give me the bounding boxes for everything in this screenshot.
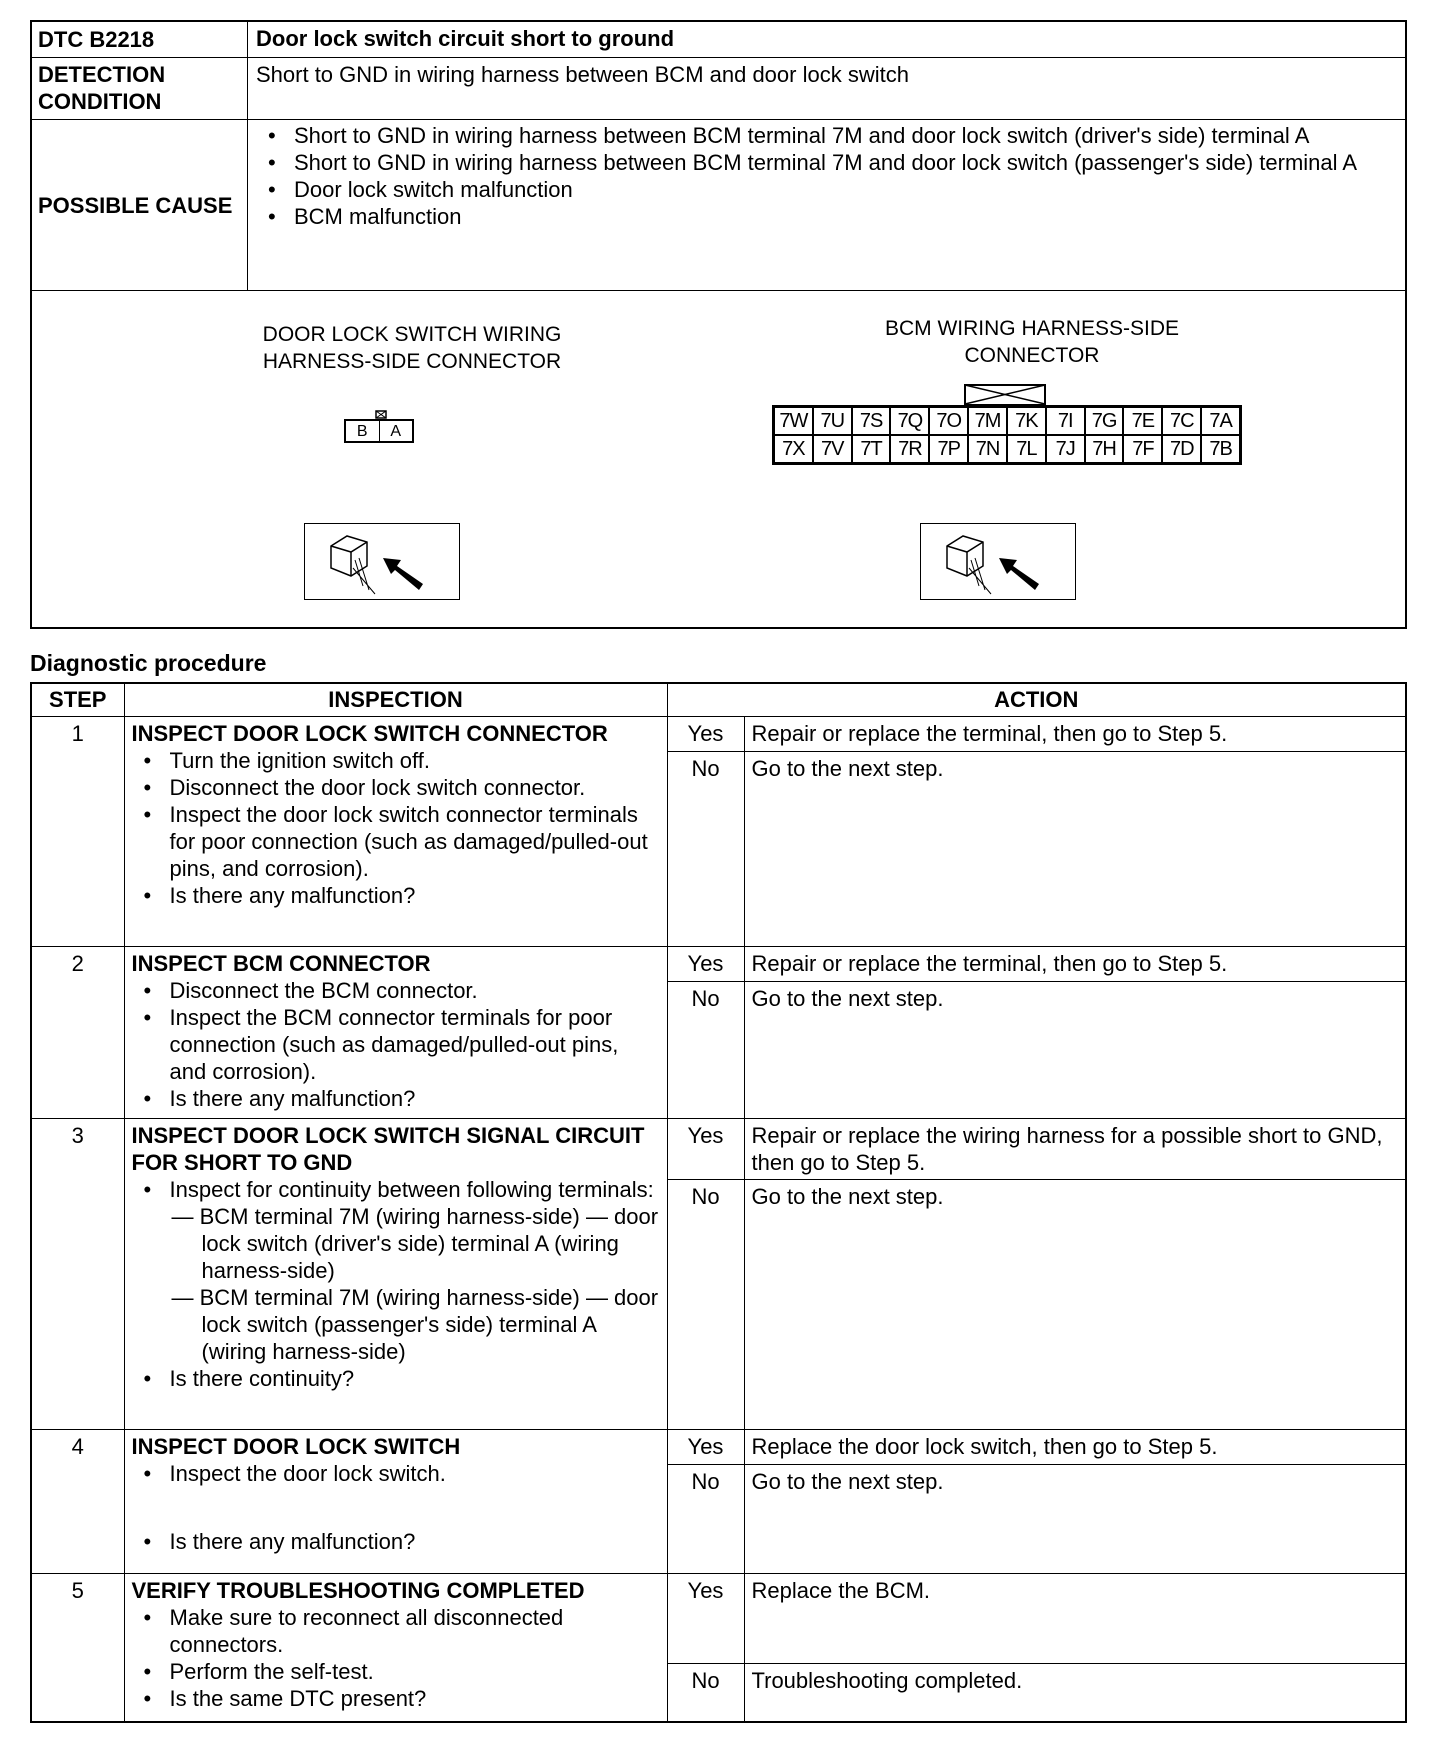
inspection-bullet — [132, 882, 660, 909]
dtc-row — [32, 22, 1405, 58]
bcm-inspection-illustration — [920, 523, 1076, 600]
step-number: 5 — [31, 1574, 124, 1722]
inspection-cell — [124, 1574, 667, 1722]
bcm-terminal: 7J — [1046, 435, 1085, 463]
no-action: Go to the next step. — [744, 1180, 1406, 1430]
step-number: 4 — [31, 1430, 124, 1574]
inspection-title: INSPECT DOOR LOCK SWITCH SIGNAL CIRCUIT FOR SHORT TO GND — [131, 1123, 645, 1175]
table-row — [31, 947, 1406, 982]
dtc-info-table — [30, 20, 1407, 629]
cause-item: • Door lock switch malfunction — [256, 176, 1397, 203]
inspection-text: Perform the self-test. — [169, 1659, 374, 1684]
bullet-icon: • — [143, 1686, 152, 1711]
bullet-icon: • — [143, 1529, 152, 1554]
bcm-terminal: 7I — [1046, 407, 1085, 435]
bullet-icon: • — [143, 1086, 152, 1111]
step-number: 2 — [31, 947, 124, 1119]
connector-diagram — [32, 291, 1405, 627]
bcm-terminal: 7Q — [890, 407, 929, 435]
inspection-bullet — [132, 801, 660, 882]
bcm-terminal: 7A — [1201, 407, 1240, 435]
no-label: No — [667, 752, 744, 947]
table-row — [31, 717, 1406, 752]
table-row — [31, 1119, 1406, 1180]
connector-probe-icon — [305, 524, 458, 598]
inspection-cell — [124, 947, 667, 1119]
cause-item: • Short to GND in wiring harness between BCM terminal 7M and door lock switch (driver's side) terminal A — [256, 122, 1397, 149]
bcm-terminal: 7C — [1162, 407, 1201, 435]
inspection-bullet — [132, 1085, 660, 1112]
detection-label: DETECTION CONDITION — [32, 58, 248, 119]
bullet-icon: • — [143, 1605, 152, 1630]
bcm-terminal: 7H — [1085, 435, 1124, 463]
terminal-b: B — [346, 421, 380, 441]
inspection-text: Inspect the door lock switch. — [169, 1461, 446, 1486]
step-number: 1 — [31, 717, 124, 947]
yes-label: Yes — [667, 1119, 744, 1180]
cause-label: POSSIBLE CAUSE — [32, 120, 248, 290]
bullet-icon: • — [143, 1461, 152, 1486]
no-label: No — [667, 1465, 744, 1574]
diagnostic-procedure-table — [30, 682, 1407, 1723]
bcm-terminal: 7D — [1162, 435, 1201, 463]
inspection-subitem — [132, 1203, 660, 1284]
inspection-text: Is there continuity? — [169, 1366, 355, 1391]
label-line: CONNECTOR — [964, 344, 1100, 367]
bullet-icon: • — [143, 802, 152, 827]
inspection-text: BCM terminal 7M (wiring harness-side) — door lock switch (passenger's side) terminal A (wiring harness-side) — [199, 1285, 659, 1364]
header-action: ACTION — [667, 683, 1406, 717]
door-lock-connector-label — [212, 321, 612, 375]
bcm-terminal: 7M — [968, 407, 1007, 435]
inspection-bullet — [132, 1365, 660, 1392]
bullet-icon: • — [143, 1177, 152, 1202]
inspection-text: Disconnect the door lock switch connector. — [169, 775, 586, 800]
bcm-terminal: 7O — [929, 407, 968, 435]
inspection-text: Disconnect the BCM connector. — [169, 978, 478, 1003]
no-action: Go to the next step. — [744, 982, 1406, 1119]
cause-list — [256, 122, 1397, 230]
bcm-terminal: 7T — [852, 435, 891, 463]
bullet-icon: • — [143, 883, 152, 908]
bcm-terminal: 7P — [929, 435, 968, 463]
inspection-bullet — [132, 747, 660, 774]
label-line: BCM WIRING HARNESS-SIDE — [884, 317, 1180, 340]
dash-icon: — — [171, 1285, 200, 1310]
yes-action: Replace the BCM. — [744, 1574, 1406, 1664]
inspection-text: Inspect the door lock switch connector terminals for poor connection (such as damaged/pulled-out pins, and corrosion). — [169, 802, 648, 881]
yes-action: Repair or replace the terminal, then go to Step 5. — [744, 717, 1406, 752]
yes-action: Repair or replace the terminal, then go to Step 5. — [744, 947, 1406, 982]
yes-label: Yes — [667, 1574, 744, 1664]
bcm-terminal: 7G — [1085, 407, 1124, 435]
bcm-terminal: 7X — [774, 435, 813, 463]
no-label: No — [667, 1664, 744, 1722]
inspection-text: Is the same DTC present? — [169, 1686, 427, 1711]
cause-item: • BCM malfunction — [256, 203, 1397, 230]
inspection-title: VERIFY TROUBLESHOOTING COMPLETED — [131, 1578, 585, 1603]
inspection-bullet — [132, 1658, 660, 1685]
inspection-bullet — [132, 1004, 660, 1085]
yes-label: Yes — [667, 717, 744, 752]
procedure-title: Diagnostic procedure — [30, 650, 267, 676]
yes-label: Yes — [667, 947, 744, 982]
door-lock-switch-connector — [344, 419, 414, 443]
bullet-icon: • — [143, 1366, 152, 1391]
connector-probe-icon — [921, 524, 1074, 598]
cause-item: • Short to GND in wiring harness between BCM terminal 7M and door lock switch (passenger's side) terminal A — [256, 149, 1397, 176]
bcm-terminal: 7E — [1123, 407, 1162, 435]
bcm-terminal: 7L — [1007, 435, 1046, 463]
bcm-terminal: 7S — [852, 407, 891, 435]
detection-text: Short to GND in wiring harness between BCM and door lock switch — [256, 62, 909, 87]
inspection-bullet — [132, 977, 660, 1004]
bullet-icon: • — [143, 1659, 152, 1684]
bcm-terminal: 7B — [1201, 435, 1240, 463]
yes-label: Yes — [667, 1430, 744, 1465]
bcm-terminal: 7R — [890, 435, 929, 463]
bullet-icon: • — [143, 775, 152, 800]
inspection-bullet — [132, 1460, 660, 1487]
dtc-code: DTC B2218 — [32, 22, 248, 57]
inspection-bullet — [132, 1604, 660, 1658]
table-header-row — [31, 683, 1406, 717]
inspection-cell — [124, 717, 667, 947]
bullet-icon: • — [143, 748, 152, 773]
inspection-bullet — [132, 1176, 660, 1203]
inspection-text: Turn the ignition switch off. — [169, 748, 430, 773]
bcm-terminal: 7K — [1007, 407, 1046, 435]
label-line: HARNESS-SIDE CONNECTOR — [262, 350, 562, 373]
inspection-text: Is there any malfunction? — [169, 883, 416, 908]
no-action: Go to the next step. — [744, 752, 1406, 947]
inspection-cell — [124, 1119, 667, 1430]
bcm-connector-grid — [772, 405, 1242, 465]
header-inspection: INSPECTION — [124, 683, 667, 717]
no-action: Go to the next step. — [744, 1465, 1406, 1574]
bcm-terminal: 7U — [813, 407, 852, 435]
yes-action: Repair or replace the wiring harness for a possible short to GND, then go to Step 5. — [744, 1119, 1406, 1180]
step-number: 3 — [31, 1119, 124, 1430]
bullet-icon: • — [143, 978, 152, 1003]
inspection-cell — [124, 1430, 667, 1574]
inspection-text: Make sure to reconnect all disconnected connectors. — [169, 1605, 564, 1657]
inspection-text: Is there any malfunction? — [169, 1529, 416, 1554]
connector-lock-mark-icon — [344, 410, 420, 440]
bcm-terminal: 7W — [774, 407, 813, 435]
inspection-text: BCM terminal 7M (wiring harness-side) — door lock switch (driver's side) terminal A (wiring harness-side) — [199, 1204, 659, 1283]
spacer — [132, 1487, 660, 1528]
inspection-title: INSPECT DOOR LOCK SWITCH — [131, 1434, 461, 1459]
bcm-connector-label — [832, 315, 1232, 369]
header-step: STEP — [31, 683, 124, 717]
connector-inspection-illustration — [304, 523, 460, 600]
yes-action: Replace the door lock switch, then go to Step 5. — [744, 1430, 1406, 1465]
label-line: DOOR LOCK SWITCH WIRING — [262, 323, 562, 346]
inspection-title: INSPECT DOOR LOCK SWITCH CONNECTOR — [131, 721, 608, 746]
dtc-title: Door lock switch circuit short to ground — [256, 26, 675, 51]
inspection-bullet — [132, 1685, 660, 1712]
bcm-terminal: 7F — [1123, 435, 1162, 463]
inspection-text: Inspect for continuity between following terminals: — [169, 1177, 654, 1202]
inspection-bullet — [132, 1528, 660, 1555]
bcm-terminal: 7N — [968, 435, 1007, 463]
inspection-title: INSPECT BCM CONNECTOR — [131, 951, 431, 976]
table-row — [31, 1430, 1406, 1465]
bcm-lock-mark-icon — [964, 384, 1046, 405]
no-label: No — [667, 982, 744, 1119]
bcm-terminal: 7V — [813, 435, 852, 463]
bullet-icon: • — [143, 1005, 152, 1030]
table-row — [31, 1574, 1406, 1664]
inspection-text: Inspect the BCM connector terminals for poor connection (such as damaged/pulled-out pins, and corrosion). — [169, 1005, 619, 1084]
terminal-a: A — [390, 423, 402, 440]
inspection-text: Is there any malfunction? — [169, 1086, 416, 1111]
dash-icon: — — [171, 1204, 200, 1229]
no-action: Troubleshooting completed. — [744, 1664, 1406, 1722]
no-label: No — [667, 1180, 744, 1430]
inspection-subitem — [132, 1284, 660, 1365]
inspection-bullet — [132, 774, 660, 801]
cause-row — [32, 120, 1405, 291]
detection-row — [32, 58, 1405, 120]
